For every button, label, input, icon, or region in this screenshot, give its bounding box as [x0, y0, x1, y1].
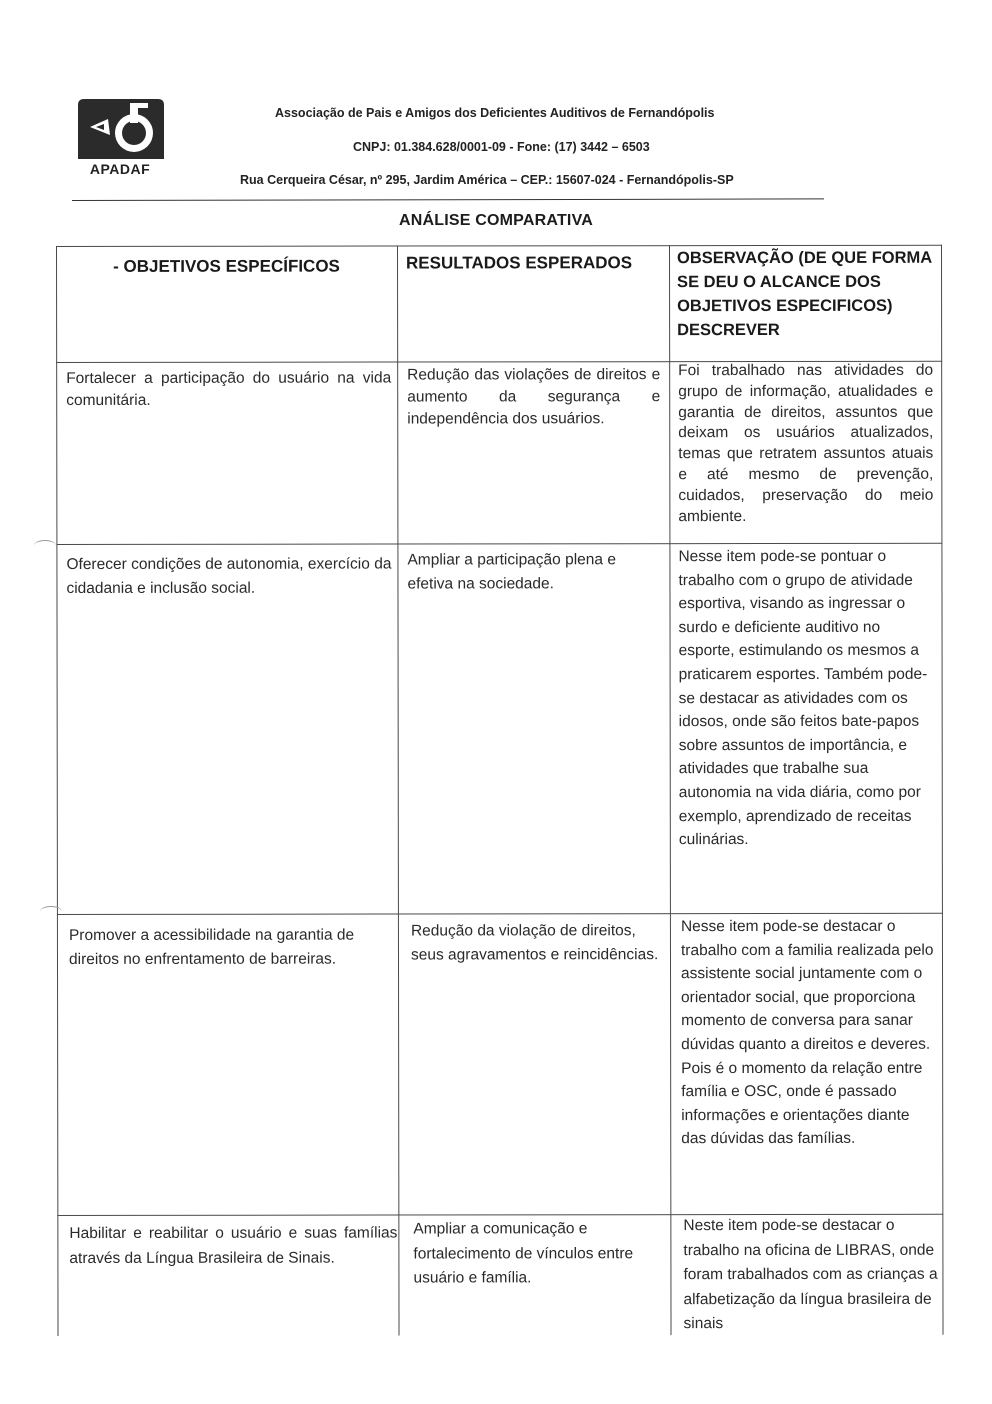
column-divider	[669, 245, 672, 1335]
document-title: ANÁLISE COMPARATIVA	[398, 212, 594, 229]
organization-contact: CNPJ: 01.384.628/0001-09 - Fone: (17) 3442 – 6503	[353, 140, 650, 154]
organization-name: Associação de Pais e Amigos dos Deficientes Auditivos de Fernandópolis	[275, 106, 715, 120]
table-cell-resultado: Ampliar a comunicação e fortalecimento de vínculos entre usuário e família.	[413, 1220, 634, 1287]
comparative-analysis-table	[56, 245, 944, 1336]
column-header-resultados: RESULTADOS ESPERADOS	[406, 253, 633, 273]
table-cell-observacao: Nesse item pode-se destacar o trabalho com a familia realizada pelo assistente social juntamente com o orientador social, que proporciona momento de conversa para sanar dúvidas quanto a direitos e deveres. Pois é o momento da relação entre família e OSC, onde é passado informações e orientações diante das dúvidas das famílias.	[680, 917, 934, 1148]
table-cell-resultado: Redução das violações de direitos e aumento da segurança e independência dos usuários.	[407, 366, 661, 428]
table-border-left	[56, 246, 59, 1336]
table-cell-objetivo: Habilitar e reabilitar o usuário e suas famílias através da Língua Brasileira de Sinais.	[69, 1224, 398, 1267]
logo-text: APADAF	[89, 161, 151, 177]
organization-address: Rua Cerqueira César, nº 295, Jardim América – CEP.: 15607-024 - Fernandópolis-SP	[240, 173, 734, 187]
apadaf-logo	[74, 97, 166, 177]
table-cell-objetivo: Promover a acessibilidade na garantia de direitos no enfrentamento de barreiras.	[68, 926, 355, 968]
table-cell-resultado: Redução da violação de direitos, seus agravamentos e reincidências.	[410, 922, 659, 964]
table-border-right	[941, 245, 944, 1335]
ear-logo-icon	[74, 97, 166, 163]
header-divider	[72, 198, 824, 201]
table-cell-objetivo: Fortalecer a participação do usuário na vida comunitária.	[66, 369, 392, 409]
table-cell-objetivo: Oferecer condições de autonomia, exercício da cidadania e inclusão social.	[66, 555, 392, 597]
table-cell-observacao: Nesse item pode-se pontuar o trabalho com o grupo de atividade esportiva, visando as ingressar o surdo e deficiente auditivo no esporte, estimulando os mesmos a praticarem esportes. Também pode-se destacar as atividades com os idosos, onde são feitos bate-papos sobre assuntos de importância, e atividades que trabalhe sua autonomia na vida diária, como por exemplo, aprendizado de receitas culinárias.	[678, 547, 928, 849]
column-header-objetivos: - OBJETIVOS ESPECÍFICOS	[113, 256, 340, 276]
punch-mark	[34, 540, 56, 551]
table-cell-observacao: Foi trabalhado nas atividades do grupo de informação, atualidades e garantia de direitos, assuntos que deixam os usuários atualizados, temas que retratem assuntos atuais e até mesmo de prevenção, cuidados, preservação do meio ambiente.	[678, 361, 934, 525]
table-cell-observacao: Neste item pode-se destacar o trabalho na oficina de LIBRAS, onde foram trabalhados com as crianças a alfabetização da língua brasileira de sinais	[683, 1216, 938, 1333]
column-divider	[397, 246, 400, 1336]
punch-mark	[40, 906, 62, 917]
column-header-observacao: OBSERVAÇÃO (DE QUE FORMA SE DEU O ALCANCE DOS OBJETIVOS ESPECIFICOS) DESCREVER	[677, 248, 932, 340]
table-cell-resultado: Ampliar a participação plena e efetiva na sociedade.	[407, 551, 616, 593]
